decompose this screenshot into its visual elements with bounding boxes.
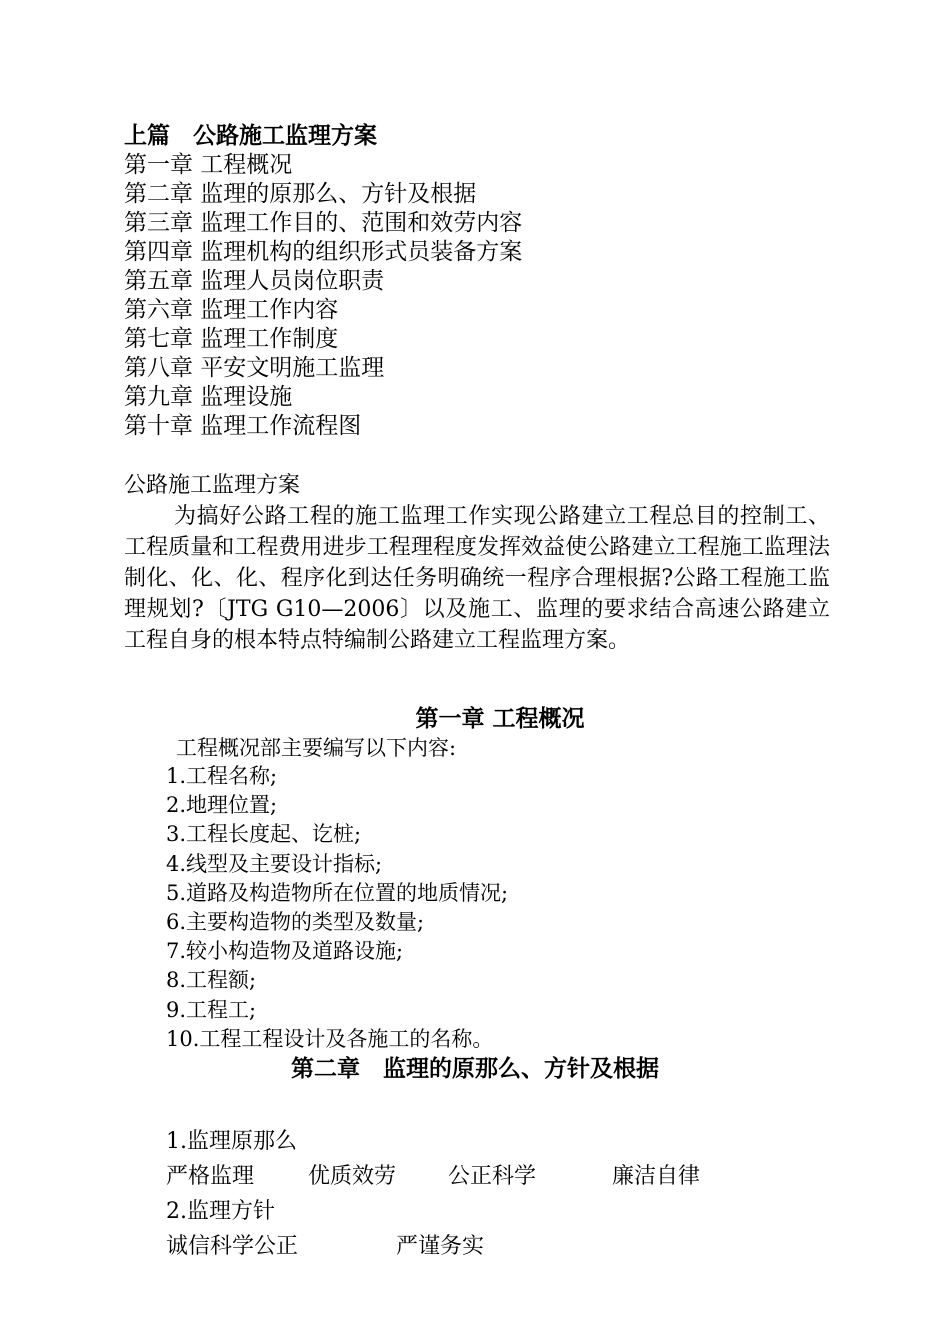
list-item: 2.地理位置; [166,793,278,818]
toc-item: 第七章 监理工作制度 [124,326,339,352]
toc-item: 第一章 工程概况 [124,152,293,178]
policies-row [166,1229,866,1264]
toc-item: 第二章 监理的原那么、方针及根据 [124,181,477,207]
principle-item: 廉洁自律 [612,1164,701,1189]
chapter1-intro: 工程概况部主要编写以下内容: [176,736,457,760]
intro-paragraph: 为搞好公路工程的施工监理工作实现公路建立工程总目的控制工、工程质量和工程费用进步工程理程度发挥效益使公路建立工程施工监理法制化、化、化、程序化到达任务明确统一程序合理根据?公路工程施工监理规划?〔JTG G10—2006〕以及施工、监理的要求结合高速公路建立工程自身的根本特点特编制公路建立工程监理方案。 [124,504,830,653]
toc-item: 第四章 监理机构的组织形式员装备方案 [124,239,523,265]
list-item: 4.线型及主要设计指标; [166,851,383,876]
policy-heading: 2.监理方针 [166,1199,275,1224]
chapter1-title: 第一章 工程概况 [415,705,585,732]
toc-item: 第十章 监理工作流程图 [124,413,362,439]
list-item: 8.工程额; [166,968,257,993]
list-item: 3.工程长度起、讫桩; [166,822,362,847]
table-of-contents [124,120,844,441]
principle-item: 公正科学 [448,1164,537,1189]
list-item: 1.工程名称; [166,764,278,788]
list-item: 5.道路及构造物所在位置的地质情况; [166,880,509,905]
intro-section [124,470,830,656]
policy-item: 诚信科学公正 [166,1234,299,1259]
list-item: 10.工程工程设计及各施工的名称。 [166,1026,494,1051]
list-item: 7.较小构造物及道路设施; [166,939,404,964]
list-item: 6.主要构造物的类型及数量; [166,909,425,934]
chapter2-body [166,1124,866,1264]
principle-item: 严格监理 [166,1164,255,1189]
toc-item: 第三章 监理工作目的、范围和效劳内容 [124,210,523,236]
toc-item: 第六章 监理工作内容 [124,297,339,323]
chapter2-title: 第二章 监理的原那么、方针及根据 [291,1055,659,1082]
principles-row [166,1159,866,1194]
toc-item: 第五章 监理人员岗位职责 [124,268,385,294]
intro-heading: 公路施工监理方案 [124,473,301,498]
chapter1-list [166,762,508,1054]
principle-item: 优质效劳 [308,1164,397,1189]
principles-heading: 1.监理原那么 [166,1129,297,1154]
part-title: 上篇 公路施工监理方案 [124,122,377,149]
toc-item: 第八章 平安文明施工监理 [124,355,385,381]
list-item: 9.工程工; [166,997,257,1022]
toc-item: 第九章 监理设施 [124,384,293,410]
policy-item: 严谨务实 [396,1234,485,1259]
